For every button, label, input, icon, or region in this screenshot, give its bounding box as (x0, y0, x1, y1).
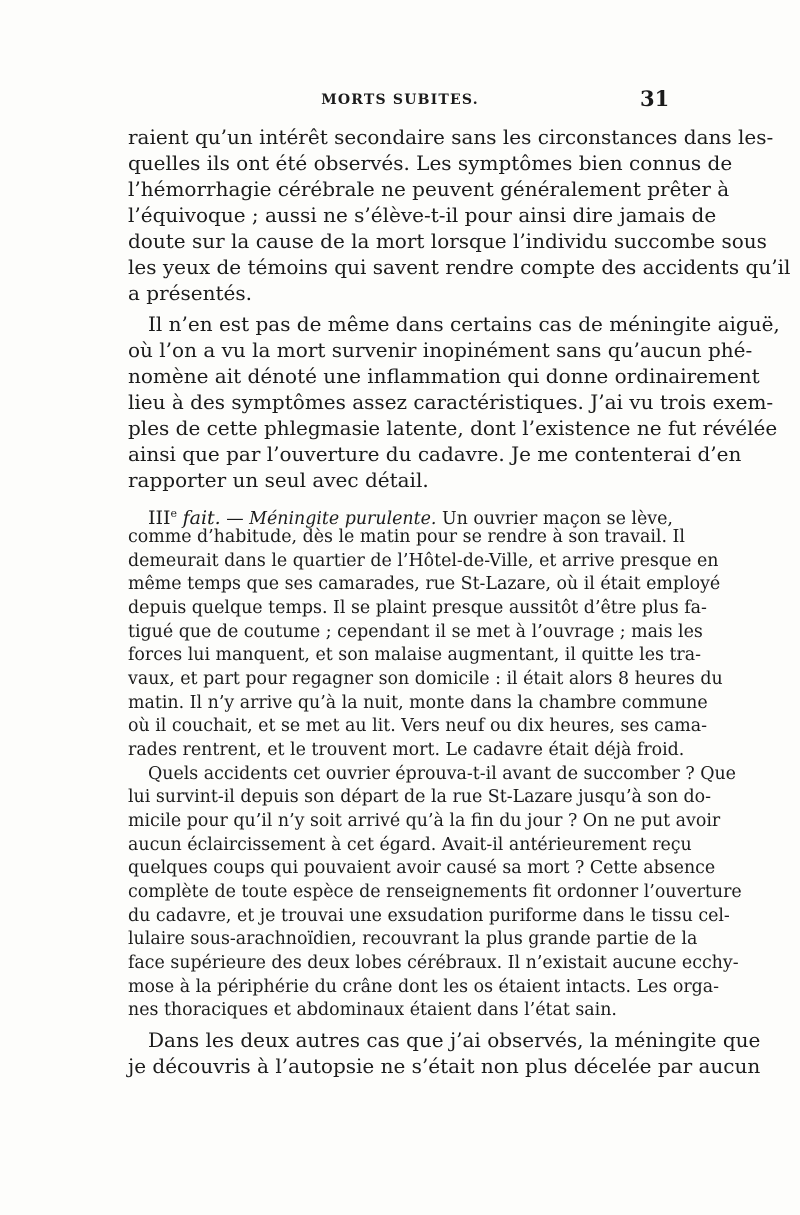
text-line: doute sur la cause de la mort lorsque l’individu succombe sous (128, 229, 767, 253)
text-line: nomène ait dénoté une inflammation qui donne ordinairement (128, 364, 760, 388)
text-line: tigué que de coutume ; cependant il se met à l’ouvrage ; mais les (128, 622, 703, 642)
text-line: ples de cette phlegmasie latente, dont l’existence ne fut révélée (128, 416, 778, 440)
text-line: où l’on a vu la mort survenir inopinément sans qu’aucun phé- (128, 338, 753, 362)
text-line: ainsi que par l’ouverture du cadavre. Je me contenterai d’en (128, 442, 742, 466)
text-line: même temps que ses camarades, rue St-Lazare, où il était employé (128, 574, 721, 594)
text-line: lulaire sous-arachnoïdien, recouvrant la plus grande partie de la (128, 929, 698, 949)
case-title: Méningite purulente. (249, 508, 437, 529)
text-line: mose à la périphérie du crâne dont les os étaient intacts. Les orga- (128, 977, 720, 997)
case-numeral: III (148, 506, 171, 529)
text-line: vaux, et part pour regagner son domicile : il était alors 8 heures du (128, 669, 723, 689)
case-label: fait. (182, 506, 221, 529)
text-line: matin. Il n’y arrive qu’à la nuit, monte dans la chambre commune (128, 693, 708, 713)
case-dash: — (220, 508, 250, 529)
text-line: quelques coups qui pouvaient avoir causé sa mort ? Cette absence (128, 858, 716, 878)
text-line: raient qu’un intérêt secondaire sans les circonstances dans les- (128, 125, 774, 149)
text-line: l’hémorrhagie cérébrale ne peuvent généralement prêter à (128, 177, 730, 201)
text-line: du cadavre, et je trouvai une exsudation puriforme dans le tissu cel- (128, 906, 730, 926)
text-line: depuis quelque temps. Il se plaint presque aussitôt d’être plus fa- (128, 598, 707, 618)
text-line: Quels accidents cet ouvrier éprouva-t-il avant de succomber ? Que (148, 764, 736, 784)
text-line: lieu à des symptômes assez caractéristiques. J’ai vu trois exem- (128, 390, 774, 414)
case-numeral-sup: e (170, 507, 178, 520)
text-line: a présentés. (128, 281, 252, 305)
text-line: complète de toute espèce de renseignements fit ordonner l’ouverture (128, 882, 742, 902)
text-line: quelles ils ont été observés. Les symptômes bien connus de (128, 151, 733, 175)
text-line: forces lui manquent, et son malaise augmentant, il quitte les tra- (128, 645, 701, 665)
text-line: lui survint-il depuis son départ de la rue St-Lazare jusqu’à son do- (128, 787, 712, 807)
text-line: rades rentrent, et le trouvent mort. Le cadavre était déjà froid. (128, 740, 685, 760)
text-line: comme d’habitude, dès le matin pour se rendre à son travail. Il (128, 527, 685, 547)
text-line: les yeux de témoins qui savent rendre compte des accidents qu’il (128, 255, 791, 279)
text-line: je découvris à l’autopsie ne s’était non plus décelée par aucun (128, 1054, 761, 1078)
text-line: demeurait dans le quartier de l’Hôtel-de-Ville, et arrive presque en (128, 551, 719, 571)
text-line: aucun éclaircissement à cet égard. Avait-il antérieurement reçu (128, 835, 692, 855)
text-line: où il couchait, et se met au lit. Vers neuf ou dix heures, ses cama- (128, 716, 707, 736)
text-line: Dans les deux autres cas que j’ai observés, la méningite que (148, 1028, 761, 1052)
text-line: micile pour qu’il n’y soit arrivé qu’à la fin du jour ? On ne put avoir (128, 811, 721, 831)
running-head (0, 86, 800, 114)
text-line: nes thoraciques et abdominaux étaient dans l’état sain. (128, 1000, 617, 1020)
text-line: Il n’en est pas de même dans certains cas de méningite aiguë, (148, 312, 780, 336)
page-number: 31 (640, 86, 670, 111)
case-opening: Un ouvrier maçon se lève, (436, 508, 673, 529)
text-line: l’équivoque ; aussi ne s’élève-t-il pour ainsi dire jamais de (128, 203, 717, 227)
text-line: rapporter un seul avec détail. (128, 468, 429, 492)
running-title: MORTS SUBITES. (321, 92, 479, 108)
text-line: face supérieure des deux lobes cérébraux. Il n’existait aucune ecchy- (128, 953, 739, 973)
